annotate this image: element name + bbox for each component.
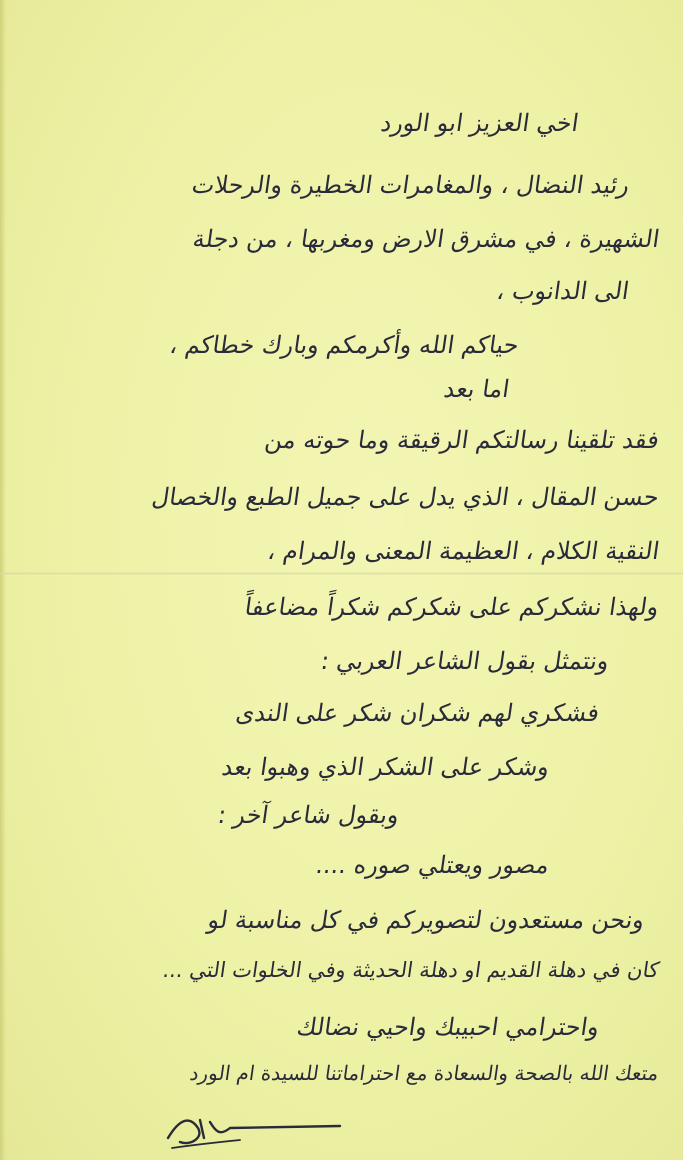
letter-line: النقية الكلام ، العظيمة المعنى والمرام ، [265,537,661,565]
letter-line: مصور ويعتلي صوره .... [313,851,551,879]
letter-salutation: اخي العزيز ابو الورد [379,109,581,137]
letter-line: كان في دهلة القديم او دهلة الحديثة وفي الخلوات التي ... [161,958,661,982]
letter-line: الى الدانوب ، [495,277,631,305]
paper-edge-shadow [0,0,6,1160]
letter-line: حياكم الله وأكرمكم وبارك خطاكم ، [168,331,521,359]
letter-line: ونحن مستعدون لتصويركم في كل مناسبة لو [205,906,646,934]
letter-line: ولهذا نشكركم على شكركم شكراً مضاعفاً [243,593,661,621]
letter-line: وشكر على الشكر الذي وهبوا بعد [219,753,551,781]
handwritten-letter [14,0,669,1160]
letter-line: فشكري لهم شكران شكر على الندى [233,699,601,727]
letter-line: رئيد النضال ، والمغامرات الخطيرة والرحلات [189,171,631,199]
letter-line: واحترامي احبيبك واحيي نضالك [294,1013,601,1041]
letter-line: وبقول شاعر آخر : [216,801,401,829]
letter-line: حسن المقال ، الذي يدل على جميل الطبع والخصال [150,483,661,511]
letter-line: متعك الله بالصحة والسعادة مع احتراماتنا للسيدة ام الورد [188,1061,661,1085]
signature-mark [160,1098,350,1158]
letter-line: ونتمثل بقول الشاعر العربي : [319,647,611,675]
letter-line: الشهيرة ، في مشرق الارض ومغربها ، من دجلة [190,225,661,253]
letter-line: اما بعد [441,375,511,403]
letter-line: فقد تلقينا رسالتكم الرقيقة وما حوته من [263,426,661,454]
